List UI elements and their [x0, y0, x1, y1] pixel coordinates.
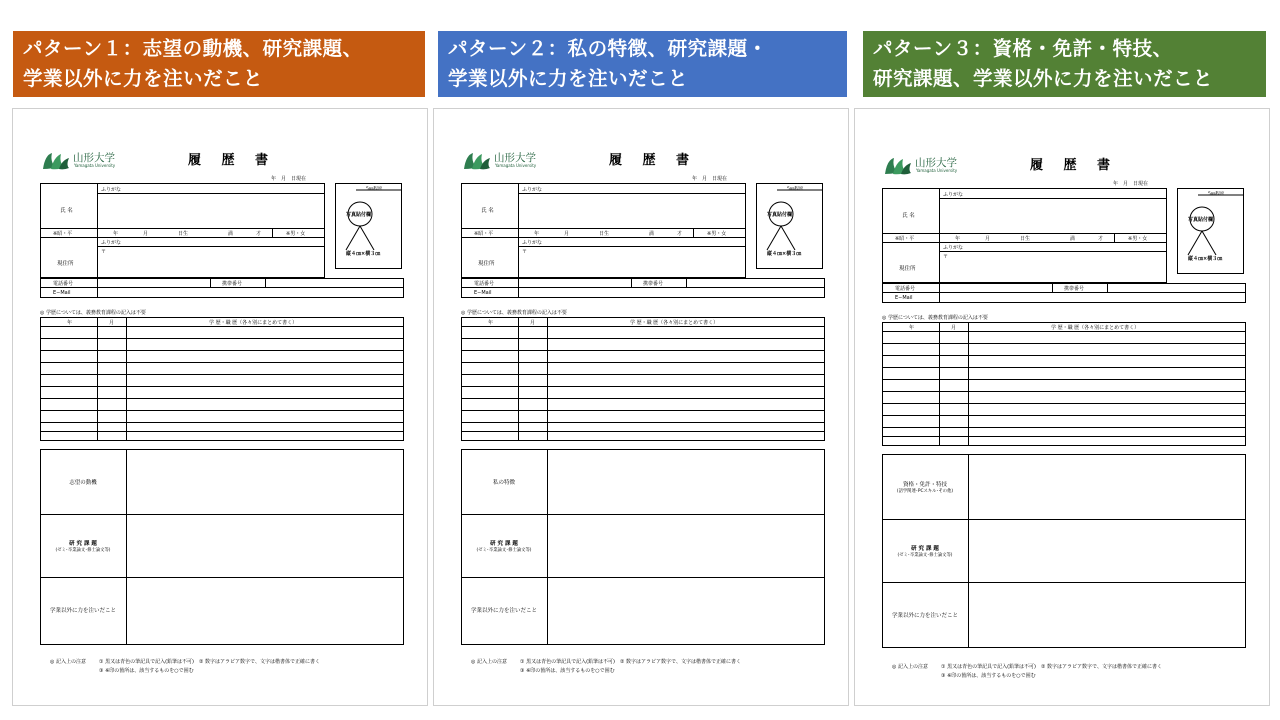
photo-box	[1177, 188, 1244, 274]
pattern-2-title-line2: 学業以外に力を注いだこと	[448, 67, 689, 90]
history-col-details: 学 歴・職 歴（各々別にまとめて書く）	[630, 320, 719, 326]
gender-label: ※男・女	[1128, 236, 1148, 242]
history-note: ◎ 学歴については、義務教育課程の記入は不要	[882, 315, 988, 321]
photo-margin-note: 5㎜程度	[1208, 192, 1225, 197]
pattern-1-banner	[13, 31, 425, 97]
history-col-month: 月	[530, 320, 536, 326]
photo-margin-note: 5㎜程度	[787, 187, 804, 192]
pattern-3-title-line1: パターン３：資格・免許・特技、	[873, 37, 1173, 60]
section-1-sublabel: (語学関連･PCスキル･その他)	[896, 489, 954, 494]
resume-sheet-pattern-2	[433, 108, 849, 706]
age-label: 満	[1070, 236, 1076, 242]
resume-title: 履 歴 書	[188, 153, 277, 168]
age-label: 満	[228, 231, 234, 237]
note-1: ① 黒又は青色の筆記具で記入(鉛筆は不可) ② 数字はアラビア数字で、文字は楷書体で正確に書く	[99, 659, 320, 665]
resume-title: 履 歴 書	[609, 153, 698, 168]
section-2-sublabel: (ゼミ･卒業論文･修士論文等)	[476, 548, 532, 553]
note-2: ③ ※印の箇所は、該当するものを○で囲む	[520, 668, 615, 674]
name-label: 氏 名	[481, 208, 494, 214]
notes-title: ◎ 記入上の注意	[892, 664, 928, 670]
address-label: 現住所	[57, 261, 74, 267]
birth-era-label: ※昭・平	[895, 236, 915, 242]
furigana-label: ふりがな	[101, 187, 122, 193]
section-1-label: 私の特徴	[492, 480, 515, 486]
phone-label: 電話番号	[474, 281, 495, 287]
birth-month-label: 月	[985, 236, 991, 242]
photo-box	[335, 183, 402, 269]
furigana-label: ふりがな	[522, 187, 543, 193]
date-line: 年 月 日現在	[1113, 181, 1149, 187]
name-label: 氏 名	[60, 208, 73, 214]
age-unit-label: 才	[256, 231, 262, 237]
mobile-label: 携帯番号	[222, 281, 243, 287]
section-1-label: 資格・免許・特技	[902, 482, 947, 488]
email-label: E−Mail	[895, 295, 913, 301]
notes-title: ◎ 記入上の注意	[471, 659, 507, 665]
note-1: ① 黒又は青色の筆記具で記入(鉛筆は不可) ② 数字はアラビア数字で、文字は楷書体で正確に書く	[941, 664, 1162, 670]
birth-year-label: 年	[113, 231, 119, 237]
age-label: 満	[649, 231, 655, 237]
university-name-english: Yamagata University	[495, 163, 537, 168]
furigana-label: ふりがな	[943, 192, 964, 198]
pattern-3-banner	[863, 31, 1266, 97]
address-label: 現住所	[478, 261, 495, 267]
address-furigana-label: ふりがな	[101, 240, 122, 246]
email-label: E−Mail	[53, 290, 71, 296]
phone-label: 電話番号	[53, 281, 74, 287]
notes-title: ◎ 記入上の注意	[50, 659, 86, 665]
section-3-label: 学業以外に力を注いだこと	[470, 608, 537, 614]
section-2-label: 研 究 課 題	[69, 541, 97, 547]
photo-label: 写真貼付欄	[1188, 217, 1214, 223]
section-2-label: 研 究 課 題	[490, 541, 518, 547]
section-2-label: 研 究 課 題	[911, 546, 939, 552]
pattern-1-title-line1: パターン１：志望の動機、研究課題、	[23, 37, 363, 60]
section-2-sublabel: (ゼミ･卒業論文･修士論文等)	[897, 553, 953, 558]
email-label: E−Mail	[474, 290, 492, 296]
history-note: ◎ 学歴については、義務教育課程の記入は不要	[40, 310, 146, 316]
photo-size-note: 縦４㎝×横３㎝	[346, 251, 381, 257]
university-logo-icon	[884, 154, 912, 176]
photo-size-note: 縦４㎝×横３㎝	[767, 251, 802, 257]
section-3-label: 学業以外に力を注いだこと	[891, 613, 958, 619]
mobile-label: 携帯番号	[643, 281, 664, 287]
history-col-year: 年	[67, 320, 73, 326]
postal-mark: 〒	[101, 249, 107, 255]
photo-margin-note: 5㎜程度	[366, 187, 383, 192]
university-name: 山形大学	[73, 152, 115, 164]
history-col-year: 年	[909, 325, 915, 331]
photo-label: 写真貼付欄	[767, 212, 793, 218]
university-name: 山形大学	[494, 152, 536, 164]
history-col-month: 月	[951, 325, 957, 331]
mobile-label: 携帯番号	[1064, 286, 1085, 292]
resume-title: 履 歴 書	[1030, 158, 1119, 173]
note-2: ③ ※印の箇所は、該当するものを○で囲む	[99, 668, 194, 674]
section-1-label: 志望の動機	[69, 480, 97, 486]
section-2-sublabel: (ゼミ･卒業論文･修士論文等)	[55, 548, 111, 553]
university-logo-icon	[42, 149, 70, 171]
birth-era-label: ※昭・平	[474, 231, 494, 237]
birth-era-label: ※昭・平	[53, 231, 73, 237]
resume-sheet-pattern-3	[854, 108, 1270, 706]
pattern-1-title-line2: 学業以外に力を注いだこと	[23, 67, 264, 90]
birth-year-label: 年	[534, 231, 540, 237]
section-3-label: 学業以外に力を注いだこと	[49, 608, 116, 614]
age-unit-label: 才	[677, 231, 683, 237]
address-furigana-label: ふりがな	[943, 245, 964, 251]
pattern-2-banner	[438, 31, 847, 97]
note-1: ① 黒又は青色の筆記具で記入(鉛筆は不可) ② 数字はアラビア数字で、文字は楷書体で正確に書く	[520, 659, 741, 665]
university-logo-icon	[463, 149, 491, 171]
postal-mark: 〒	[943, 254, 949, 260]
history-note: ◎ 学歴については、義務教育課程の記入は不要	[461, 310, 567, 316]
date-line: 年 月 日現在	[271, 176, 307, 182]
university-name: 山形大学	[915, 157, 957, 169]
name-label: 氏 名	[902, 213, 915, 219]
pattern-3-title-line2: 研究課題、学業以外に力を注いだこと	[873, 67, 1214, 90]
gender-label: ※男・女	[286, 231, 306, 237]
address-label: 現住所	[899, 266, 916, 272]
university-name-english: Yamagata University	[916, 168, 958, 173]
age-unit-label: 才	[1098, 236, 1104, 242]
photo-label: 写真貼付欄	[346, 212, 372, 218]
pattern-2-title-line1: パターン２：私の特徴、研究課題・	[448, 37, 768, 60]
birth-month-label: 月	[143, 231, 149, 237]
birth-month-label: 月	[564, 231, 570, 237]
history-col-month: 月	[109, 320, 115, 326]
postal-mark: 〒	[522, 249, 528, 255]
birth-day-label: 日生	[599, 231, 610, 237]
phone-label: 電話番号	[895, 286, 916, 292]
birth-day-label: 日生	[1020, 236, 1031, 242]
address-furigana-label: ふりがな	[522, 240, 543, 246]
history-col-year: 年	[488, 320, 494, 326]
gender-label: ※男・女	[707, 231, 727, 237]
date-line: 年 月 日現在	[692, 176, 728, 182]
note-2: ③ ※印の箇所は、該当するものを○で囲む	[941, 673, 1036, 679]
university-name-english: Yamagata University	[74, 163, 116, 168]
birth-day-label: 日生	[178, 231, 189, 237]
history-col-details: 学 歴・職 歴（各々別にまとめて書く）	[209, 320, 298, 326]
photo-box	[756, 183, 823, 269]
photo-size-note: 縦４㎝×横３㎝	[1188, 256, 1223, 262]
birth-year-label: 年	[955, 236, 961, 242]
resume-sheet-pattern-1	[12, 108, 428, 706]
history-col-details: 学 歴・職 歴（各々別にまとめて書く）	[1051, 325, 1140, 331]
